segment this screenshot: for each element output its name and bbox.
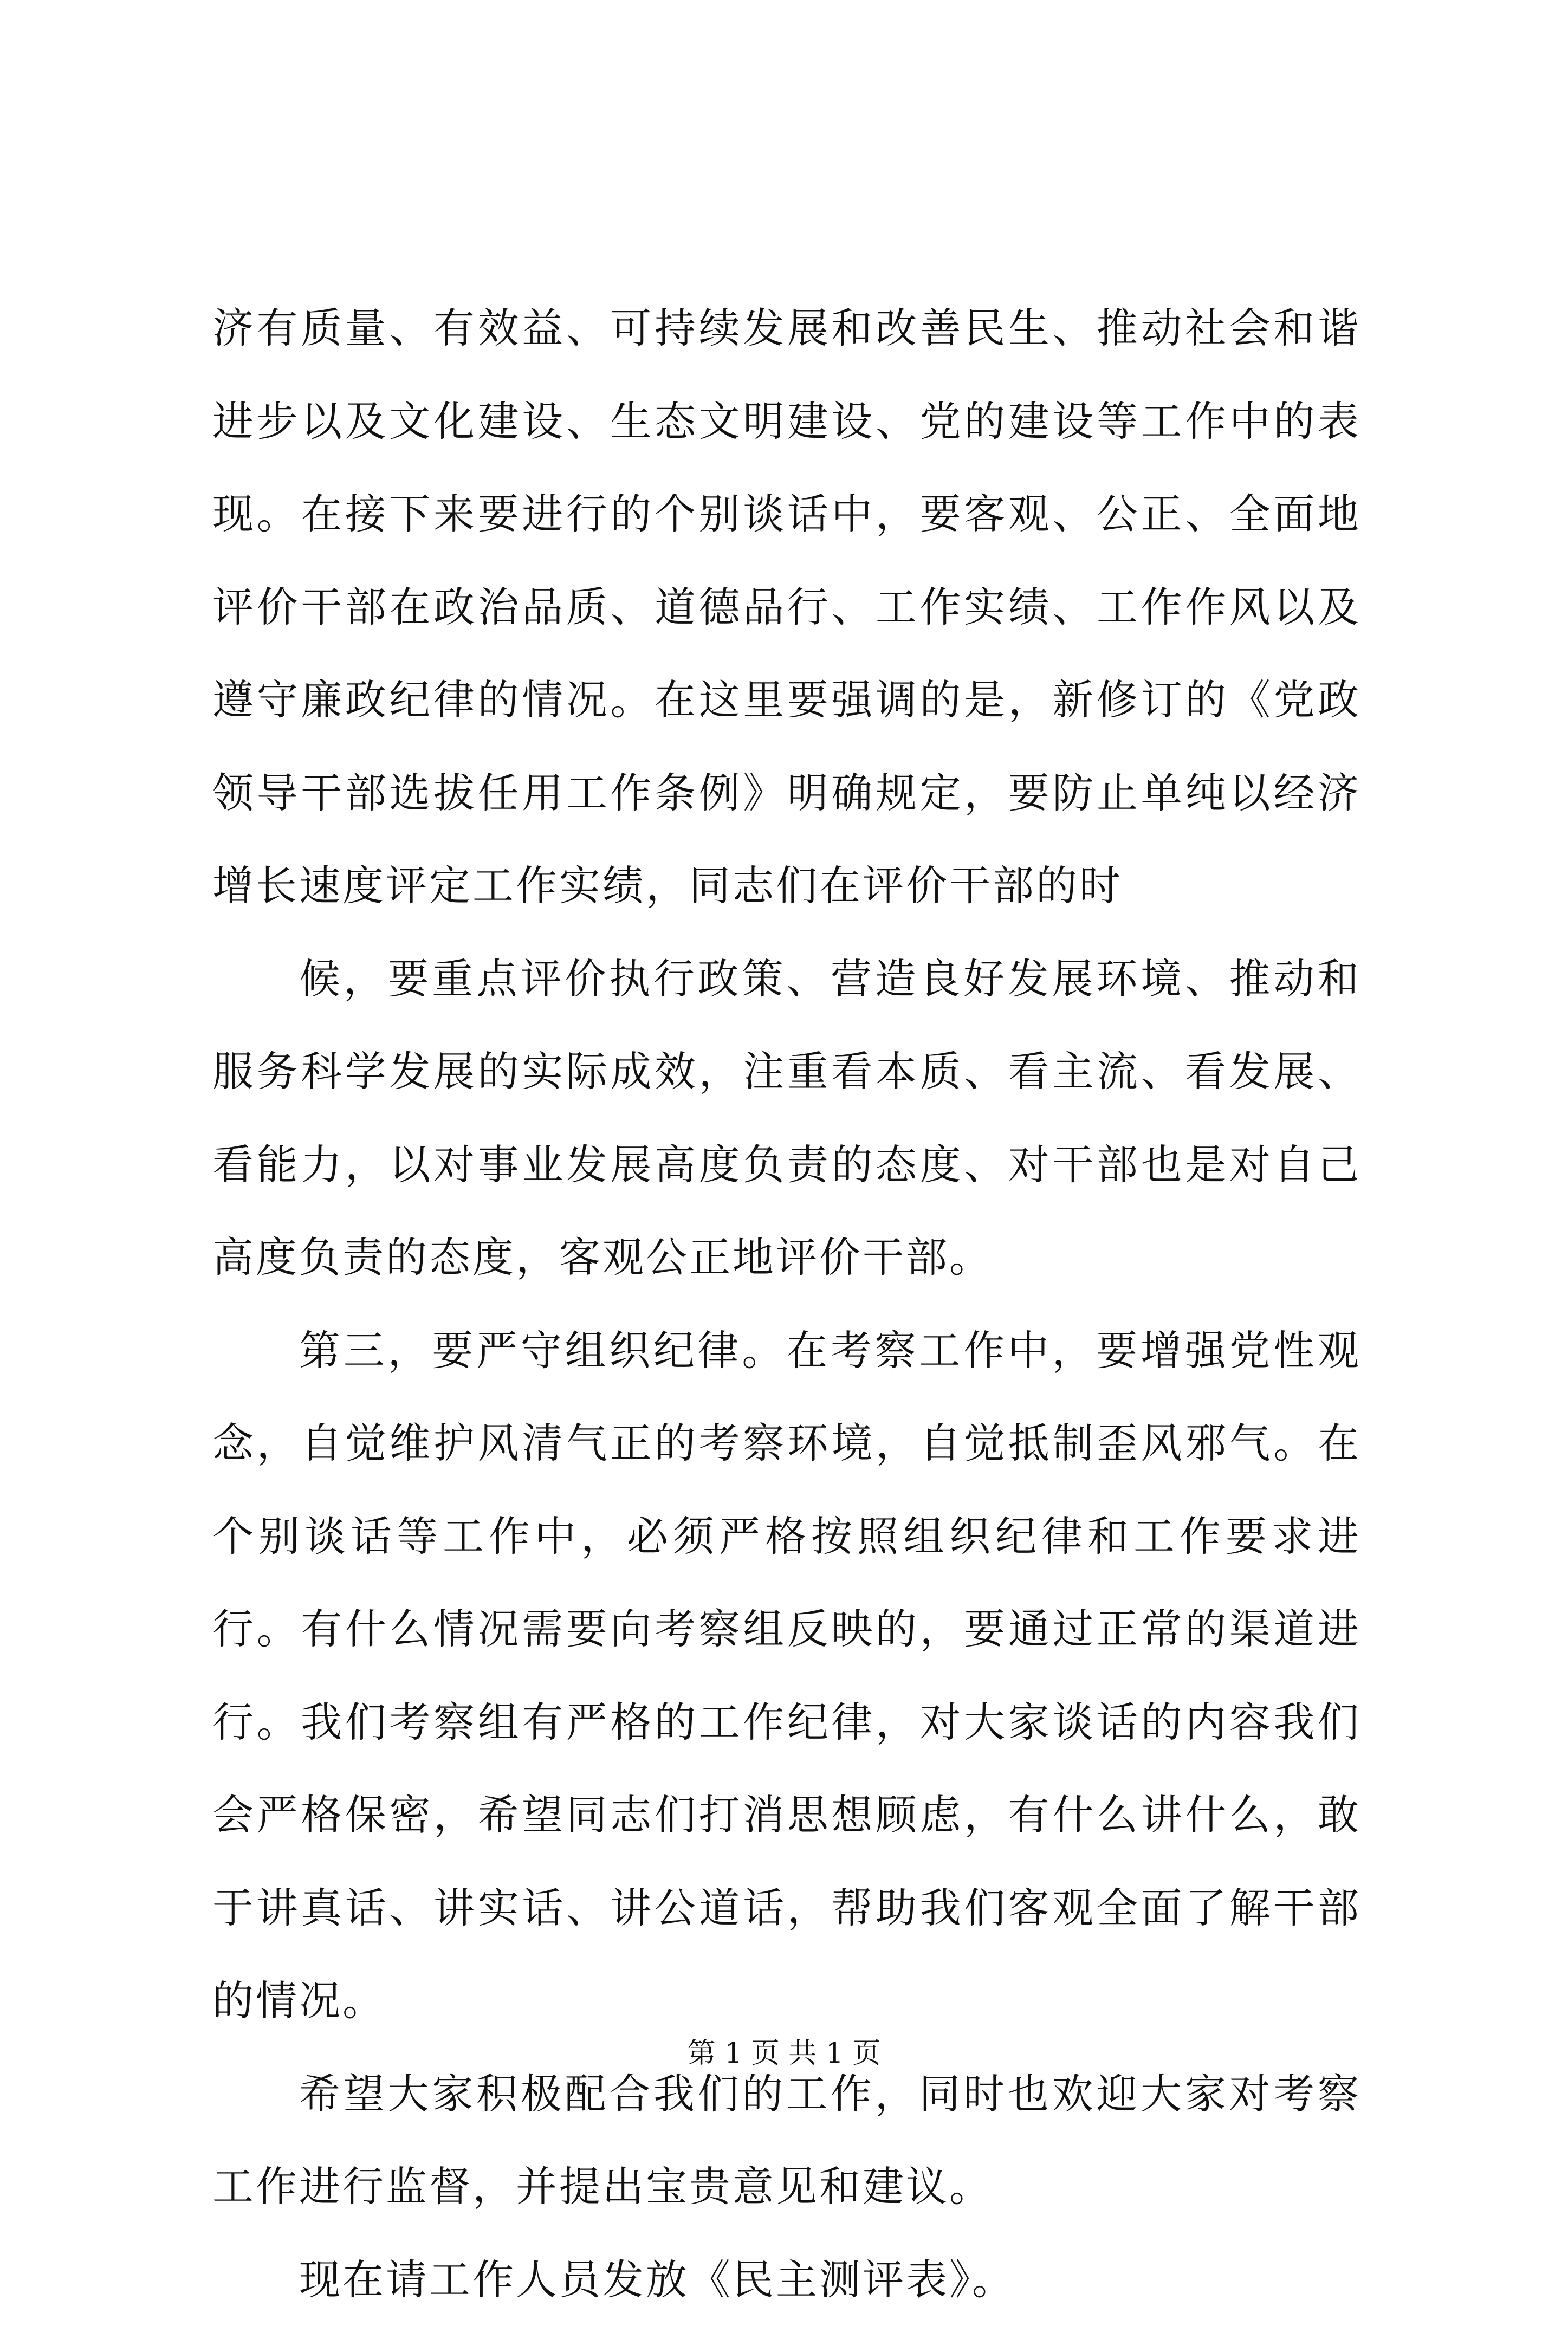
paragraph-distribute-forms: 现在请工作人员发放《民主测评表》。 (212, 2233, 1361, 2326)
paragraph-evaluation: 候，要重点评价执行政策、营造良好发展环境、推动和服务科学发展的实际成效，注重看本质、看主流、看发展、看能力，以对事业发展高度负责的态度、对干部也是对自己高度负责的态度，客观公正地评价干部。 (212, 932, 1361, 1304)
paragraph-cooperation: 希望大家积极配合我们的工作，同时也欢迎大家对考察工作进行监督，并提出宝贵意见和建议。 (212, 2048, 1361, 2233)
document-body (212, 282, 1361, 2326)
page-footer: 第 1 页 共 1 页 (0, 2032, 1568, 2075)
paragraph-continuation: 济有质量、有效益、可持续发展和改善民生、推动社会和谐进步以及文化建设、生态文明建设、党的建设等工作中的表现。在接下来要进行的个别谈话中，要客观、公正、全面地评价干部在政治品质、道德品行、工作实绩、工作作风以及遵守廉政纪律的情况。在这里要强调的是，新修订的《党政领导干部选拔任用工作条例》明确规定，要防止单纯以经济增长速度评定工作实绩，同志们在评价干部的时 (212, 282, 1361, 932)
paragraph-discipline: 第三，要严守组织纪律。在考察工作中，要增强党性观念，自觉维护风清气正的考察环境，自觉抵制歪风邪气。在个别谈话等工作中，必须严格按照组织纪律和工作要求进行。有什么情况需要向考察组反映的，要通过正常的渠道进行。我们考察组有严格的工作纪律，对大家谈话的内容我们会严格保密，希望同志们打消思想顾虑，有什么讲什么，敢于讲真话、讲实话、讲公道话，帮助我们客观全面了解干部的情况。 (212, 1304, 1361, 2048)
